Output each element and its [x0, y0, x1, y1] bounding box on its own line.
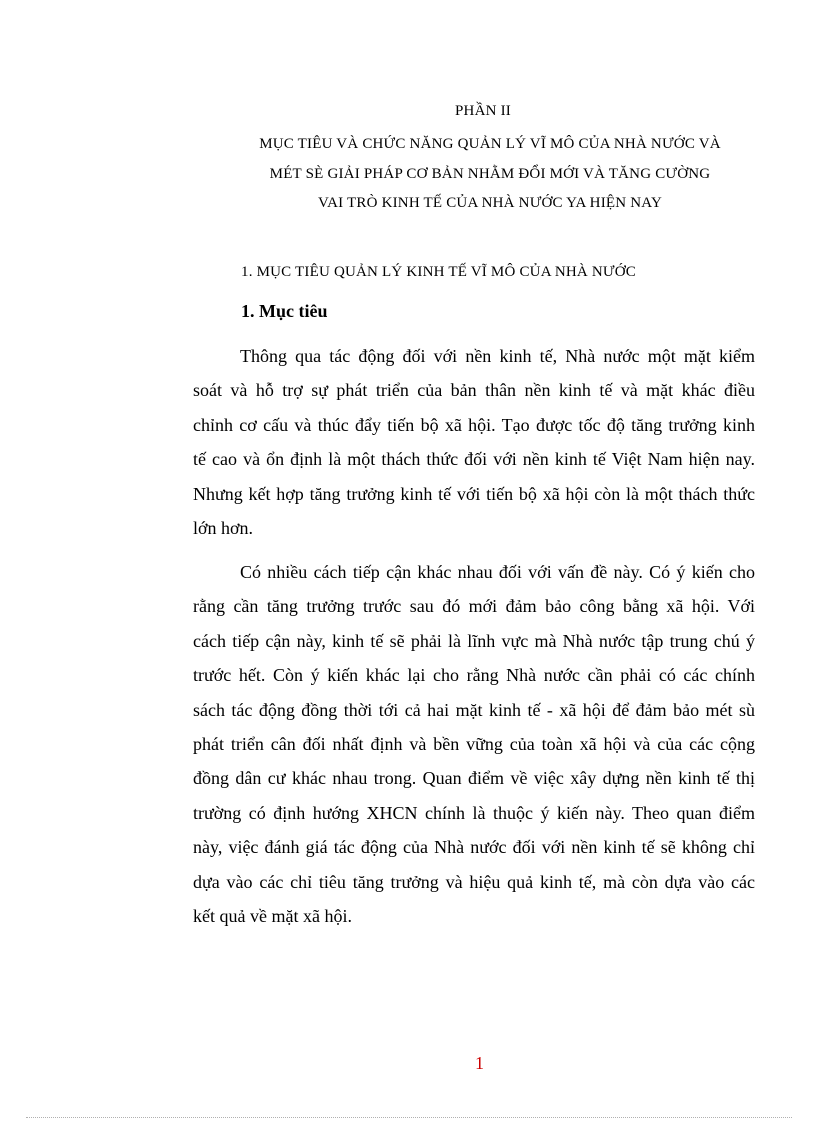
text-line: sách tác động đồng thời tới cả hai mặt kinh tế - xã hội để đảm bảo mét sù — [193, 699, 755, 720]
text-line: kết quả về mặt xã hội. — [193, 906, 352, 927]
part-label: PHẦN II — [455, 103, 511, 119]
text-line: này, việc đánh giá tác động của Nhà nước đối với nền kinh tế sẽ không chỉ — [193, 837, 755, 858]
text-line: trường có định hướng XHCN chính là thuộc ý kiến này. Theo quan điểm — [193, 802, 755, 823]
text-line: tế cao và ổn định là một thách thức đối với nền kinh tế Việt Nam hiện nay. — [193, 449, 755, 470]
text-line: trước hết. Còn ý kiến khác lại cho rằng Nhà nước cần phải có các chính — [193, 665, 755, 686]
page-edge-divider — [26, 1117, 792, 1118]
text-line: cách tiếp cận này, kinh tế sẽ phải là lĩnh vực mà Nhà nước tập trung chú ý — [193, 630, 755, 651]
sub-heading: 1. Mục tiêu — [241, 301, 328, 321]
text-line: lớn hơn. — [193, 518, 254, 539]
section-heading: 1. MỤC TIÊU QUẢN LÝ KINH TẾ VĨ MÔ CỦA NHÀ NƯỚC — [241, 264, 637, 280]
paragraph-1 — [193, 339, 755, 545]
title-line: VAI TRÒ KINH TẾ CỦA NHÀ NƯỚC YA HIỆN NAY — [318, 195, 662, 211]
text-line: chỉnh cơ cấu và thúc đẩy tiến bộ xã hội. Tạo được tốc độ tăng trưởng kinh — [193, 414, 755, 435]
text-line: rằng cần tăng trưởng trước sau đó mới đảm bảo công bằng xã hội. Với — [193, 596, 755, 617]
text-line: dựa vào các chỉ tiêu tăng trưởng và hiệu quả kinh tế, mà còn dựa vào các — [193, 871, 755, 892]
text-line: Có nhiều cách tiếp cận khác nhau đối với vấn đề này. Có ý kiến cho — [240, 562, 755, 582]
text-line: phát triển cân đối nhất định và bền vững của toàn xã hội và của các cộng — [193, 734, 755, 755]
paragraph-2 — [193, 555, 755, 933]
page-number: 1 — [475, 1053, 484, 1073]
text-line: đồng dân cư khác nhau trong. Quan điểm về việc xây dựng nền kinh tế thị — [193, 768, 755, 789]
title-line: MỤC TIÊU VÀ CHỨC NĂNG QUẢN LÝ VĨ MÔ CỦA NHÀ NƯỚC VÀ — [259, 136, 721, 152]
text-line: Thông qua tác động đối với nền kinh tế, Nhà nước một mặt kiểm — [240, 346, 755, 366]
document-title — [230, 130, 750, 219]
title-line: MÉT SÈ GIẢI PHÁP CƠ BẢN NHẰM ĐỔI MỚI VÀ TĂNG CƯỜNG — [269, 165, 711, 182]
text-line: Nhưng kết hợp tăng trưởng kinh tế với tiến bộ xã hội còn là một thách thức — [193, 483, 755, 504]
text-line: soát và hỗ trợ sự phát triển của bản thân nền kinh tế và mặt khác điều — [193, 380, 755, 401]
